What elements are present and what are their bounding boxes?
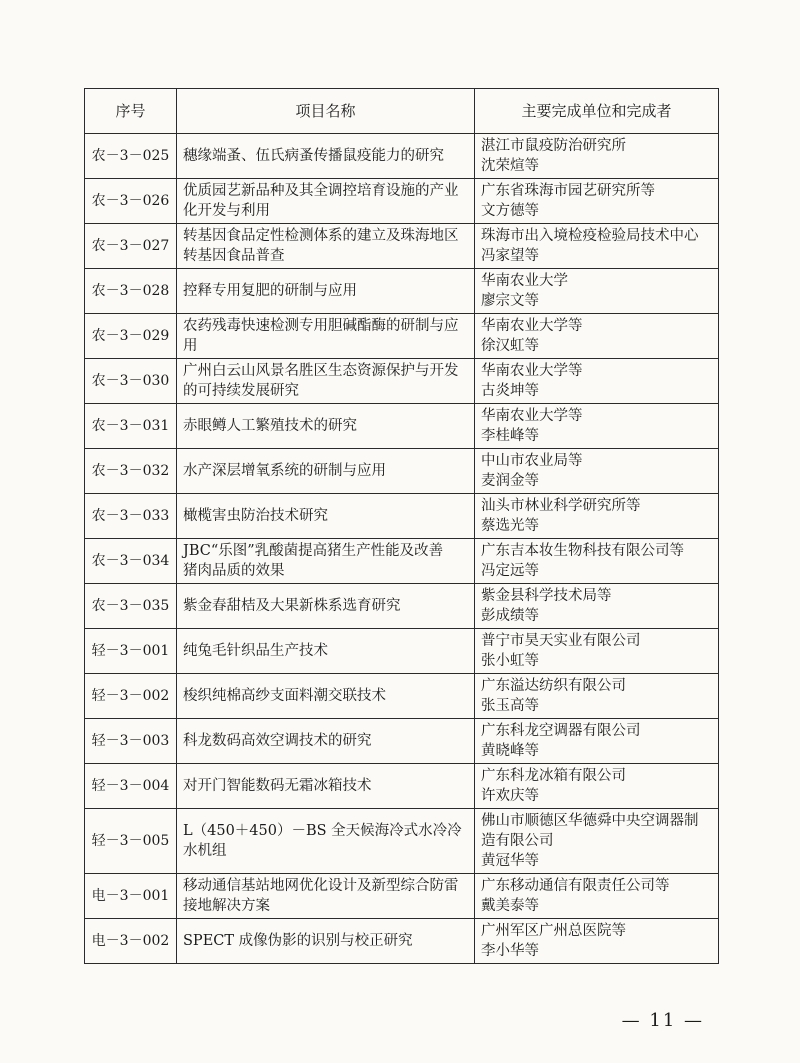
row-unit xyxy=(475,764,719,809)
table-row xyxy=(85,764,719,809)
unit-line: 华南农业大学等 xyxy=(481,363,583,379)
project-name-line: 广州白云山风景名胜区生态资源保护与开发 xyxy=(183,363,459,379)
unit-line: 许欢庆等 xyxy=(481,788,539,804)
project-name-line: 控释专用复肥的研制与应用 xyxy=(183,283,357,299)
table-header-row xyxy=(85,89,719,134)
unit-line: 张玉高等 xyxy=(481,698,539,714)
project-name-line: 梭织纯棉高纱支面料潮交联技术 xyxy=(183,688,386,704)
row-serial: 轻－3－001 xyxy=(85,629,177,674)
row-unit xyxy=(475,494,719,539)
row-serial: 农－3－031 xyxy=(85,404,177,449)
project-name-line: L（450＋450）－BS 全天候海冷式水冷冷 xyxy=(183,823,462,839)
row-serial: 电－3－001 xyxy=(85,874,177,919)
project-name-line: 水产深层增氧系统的研制与应用 xyxy=(183,463,386,479)
row-unit xyxy=(475,719,719,764)
unit-line: 华南农业大学 xyxy=(481,273,568,289)
page-footer xyxy=(0,1010,800,1031)
project-name-line: 橄榄害虫防治技术研究 xyxy=(183,508,328,524)
row-project-name xyxy=(177,359,475,404)
row-unit xyxy=(475,179,719,224)
unit-line: 李桂峰等 xyxy=(481,428,539,444)
unit-line: 黄冠华等 xyxy=(481,853,539,869)
table-row xyxy=(85,809,719,874)
unit-line: 广东吉本妆生物科技有限公司等 xyxy=(481,543,684,559)
table-row xyxy=(85,629,719,674)
page-number: — 11 — xyxy=(621,1010,704,1031)
table-row xyxy=(85,719,719,764)
project-name-line: 转基因食品普查 xyxy=(183,248,285,264)
row-project-name xyxy=(177,134,475,179)
table-row xyxy=(85,919,719,964)
unit-line: 湛江市鼠疫防治研究所 xyxy=(481,138,626,154)
project-name-line: 化开发与利用 xyxy=(183,203,270,219)
row-unit xyxy=(475,134,719,179)
unit-line: 廖宗文等 xyxy=(481,293,539,309)
unit-line: 佛山市顺德区华德舜中央空调器制 xyxy=(481,813,699,829)
row-serial: 农－3－028 xyxy=(85,269,177,314)
unit-line: 黄晓峰等 xyxy=(481,743,539,759)
row-unit xyxy=(475,629,719,674)
row-project-name xyxy=(177,314,475,359)
unit-line: 戴美泰等 xyxy=(481,898,539,914)
unit-line: 广东溢达纺织有限公司 xyxy=(481,678,626,694)
row-unit xyxy=(475,584,719,629)
header-serial: 序号 xyxy=(85,89,177,134)
row-serial: 农－3－029 xyxy=(85,314,177,359)
project-name-line: 紫金春甜桔及大果新株系选育研究 xyxy=(183,598,401,614)
table-body xyxy=(85,134,719,964)
row-serial: 农－3－026 xyxy=(85,179,177,224)
unit-line: 广东移动通信有限责任公司等 xyxy=(481,878,670,894)
table-row xyxy=(85,359,719,404)
table-row xyxy=(85,314,719,359)
project-name-line: 对开门智能数码无霜冰箱技术 xyxy=(183,778,372,794)
project-name-line: 穗缘端蚤、伍氏病蚤传播鼠疫能力的研究 xyxy=(183,148,444,164)
table-row xyxy=(85,134,719,179)
project-name-line: JBC“乐图”乳酸菌提高猪生产性能及改善 xyxy=(183,543,444,559)
unit-line: 冯定远等 xyxy=(481,563,539,579)
unit-line: 珠海市出入境检疫检验局技术中心 xyxy=(481,228,699,244)
unit-line: 华南农业大学等 xyxy=(481,408,583,424)
row-project-name xyxy=(177,404,475,449)
table-row xyxy=(85,539,719,584)
table-row xyxy=(85,674,719,719)
header-project-name: 项目名称 xyxy=(177,89,475,134)
unit-line: 普宁市昊天实业有限公司 xyxy=(481,633,641,649)
row-serial: 轻－3－003 xyxy=(85,719,177,764)
row-project-name xyxy=(177,269,475,314)
row-unit xyxy=(475,449,719,494)
unit-line: 广东科龙冰箱有限公司 xyxy=(481,768,626,784)
row-project-name xyxy=(177,919,475,964)
row-serial: 轻－3－004 xyxy=(85,764,177,809)
row-project-name xyxy=(177,764,475,809)
row-serial: 农－3－035 xyxy=(85,584,177,629)
project-name-line: 猪肉品质的效果 xyxy=(183,563,285,579)
row-unit xyxy=(475,314,719,359)
row-serial: 轻－3－005 xyxy=(85,809,177,874)
row-unit xyxy=(475,809,719,874)
row-serial: 农－3－032 xyxy=(85,449,177,494)
unit-line: 广州军区广州总医院等 xyxy=(481,923,626,939)
row-project-name xyxy=(177,224,475,269)
project-name-line: 赤眼鳟人工繁殖技术的研究 xyxy=(183,418,357,434)
row-unit xyxy=(475,269,719,314)
unit-line: 冯家望等 xyxy=(481,248,539,264)
table-row xyxy=(85,584,719,629)
table-row xyxy=(85,404,719,449)
unit-line: 麦润金等 xyxy=(481,473,539,489)
unit-line: 紫金县科学技术局等 xyxy=(481,588,612,604)
row-unit xyxy=(475,224,719,269)
row-project-name xyxy=(177,809,475,874)
table-row xyxy=(85,874,719,919)
header-unit: 主要完成单位和完成者 xyxy=(475,89,719,134)
row-project-name xyxy=(177,874,475,919)
unit-line: 汕头市林业科学研究所等 xyxy=(481,498,641,514)
row-unit xyxy=(475,919,719,964)
table-row xyxy=(85,494,719,539)
row-serial: 农－3－027 xyxy=(85,224,177,269)
project-name-line: 转基因食品定性检测体系的建立及珠海地区 xyxy=(183,228,459,244)
project-name-line: 科龙数码高效空调技术的研究 xyxy=(183,733,372,749)
unit-line: 华南农业大学等 xyxy=(481,318,583,334)
project-name-line: 水机组 xyxy=(183,843,227,859)
row-project-name xyxy=(177,449,475,494)
table-row xyxy=(85,449,719,494)
project-name-line: 用 xyxy=(183,338,198,354)
unit-line: 古炎坤等 xyxy=(481,383,539,399)
project-name-line: 农药残毒快速检测专用胆碱酯酶的研制与应 xyxy=(183,318,459,334)
project-name-line: 移动通信基站地网优化设计及新型综合防雷 xyxy=(183,878,459,894)
table-row xyxy=(85,224,719,269)
project-table xyxy=(84,88,719,964)
unit-line: 造有限公司 xyxy=(481,833,554,849)
unit-line: 中山市农业局等 xyxy=(481,453,583,469)
row-project-name xyxy=(177,719,475,764)
row-project-name xyxy=(177,179,475,224)
row-unit xyxy=(475,674,719,719)
project-name-line: 纯兔毛针织品生产技术 xyxy=(183,643,328,659)
document-page xyxy=(84,88,718,964)
table-row xyxy=(85,179,719,224)
row-serial: 农－3－025 xyxy=(85,134,177,179)
row-project-name xyxy=(177,494,475,539)
unit-line: 文方德等 xyxy=(481,203,539,219)
row-serial: 农－3－033 xyxy=(85,494,177,539)
row-project-name xyxy=(177,539,475,584)
unit-line: 李小华等 xyxy=(481,943,539,959)
unit-line: 广东省珠海市园艺研究所等 xyxy=(481,183,655,199)
row-project-name xyxy=(177,629,475,674)
project-name-line: 接地解决方案 xyxy=(183,898,270,914)
row-project-name xyxy=(177,674,475,719)
table-row xyxy=(85,269,719,314)
unit-line: 张小虹等 xyxy=(481,653,539,669)
project-name-line: 优质园艺新品种及其全调控培育设施的产业 xyxy=(183,183,459,199)
project-name-line: 的可持续发展研究 xyxy=(183,383,299,399)
row-serial: 电－3－002 xyxy=(85,919,177,964)
unit-line: 沈荣煊等 xyxy=(481,158,539,174)
unit-line: 徐汉虹等 xyxy=(481,338,539,354)
unit-line: 广东科龙空调器有限公司 xyxy=(481,723,641,739)
row-unit xyxy=(475,359,719,404)
unit-line: 彭成绩等 xyxy=(481,608,539,624)
row-unit xyxy=(475,404,719,449)
row-project-name xyxy=(177,584,475,629)
row-unit xyxy=(475,874,719,919)
row-serial: 农－3－030 xyxy=(85,359,177,404)
row-serial: 轻－3－002 xyxy=(85,674,177,719)
unit-line: 蔡选光等 xyxy=(481,518,539,534)
project-name-line: SPECT 成像伪影的识别与校正研究 xyxy=(183,933,413,949)
row-serial: 农－3－034 xyxy=(85,539,177,584)
row-unit xyxy=(475,539,719,584)
